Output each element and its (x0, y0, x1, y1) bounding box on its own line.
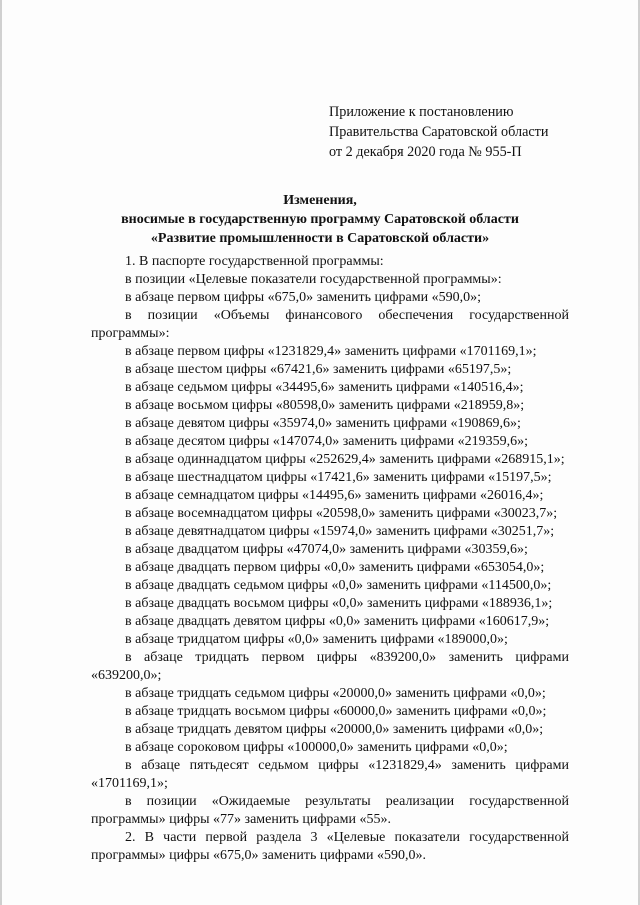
title-line: Изменения, (283, 193, 357, 208)
appendix-line: Правительства Саратовской области (329, 124, 549, 140)
paragraph: в абзаце двадцатом цифры «47074,0» заменить цифрами «30359,6»; (125, 542, 528, 557)
paragraph: в абзаце первом цифры «675,0» заменить цифрами «590,0»; (125, 290, 481, 305)
paragraph: в позиции «Объемы финансового обеспечения государственной программы»: (91, 308, 569, 341)
paragraph: в абзаце двадцать седьмом цифры «0,0» заменить цифрами «114500,0»; (125, 578, 552, 593)
section-heading: 1. В паспорте государственной программы: (125, 254, 384, 269)
paragraph: в абзаце тридцатом цифры «0,0» заменить цифрами «189000,0»; (125, 632, 508, 647)
title-line: вносимые в государственную программу Саратовской области (121, 212, 519, 227)
paragraph: в абзаце шестом цифры «67421,6» заменить цифрами «65197,5»; (125, 362, 512, 377)
paragraph: в абзаце восьмом цифры «80598,0» заменить цифрами «218959,8»; (125, 398, 525, 413)
scan-edge-left (0, 0, 2, 905)
paragraph: в абзаце двадцать первом цифры «0,0» заменить цифрами «653054,0»; (125, 560, 545, 575)
paragraph: в позиции «Целевые показатели государственной программы»: (125, 272, 502, 287)
appendix-line: Приложение к постановлению (329, 104, 514, 120)
paragraph: в абзаце сороковом цифры «100000,0» заменить цифрами «0,0»; (125, 740, 508, 755)
paragraph: в абзаце тридцать восьмом цифры «60000,0» заменить цифрами «0,0»; (125, 704, 547, 719)
document-title (90, 191, 550, 248)
paragraph: в абзаце первом цифры «1231829,4» заменить цифрами «1701169,1»; (125, 344, 537, 359)
paragraph: в абзаце тридцать седьмом цифры «20000,0» заменить цифрами «0,0»; (125, 686, 546, 701)
appendix-line: от 2 декабря 2020 года № 955-П (329, 144, 522, 160)
paragraph: в абзаце девятом цифры «35974,0» заменить цифрами «190869,6»; (125, 416, 521, 431)
section-paragraph: 2. В части первой раздела 3 «Целевые показатели государственной программы» цифры «675,0» заменить цифрами «590,0». (91, 830, 569, 863)
paragraph: в абзаце двадцать девятом цифры «0,0» заменить цифрами «160617,9»; (125, 614, 550, 629)
paragraph: в абзаце девятнадцатом цифры «15974,0» заменить цифрами «30251,7»; (125, 524, 555, 539)
paragraph: в абзаце восемнадцатом цифры «20598,0» заменить цифрами «30023,7»; (125, 506, 558, 521)
paragraph: в абзаце семнадцатом цифры «14495,6» заменить цифрами «26016,4»; (125, 488, 544, 503)
paragraph: в абзаце шестнадцатом цифры «17421,6» заменить цифрами «15197,5»; (125, 470, 552, 485)
paragraph: в абзаце тридцать девятом цифры «20000,0» заменить цифрами «0,0»; (125, 722, 544, 737)
paragraph: в абзаце двадцать восьмом цифры «0,0» заменить цифрами «188936,1»; (125, 596, 553, 611)
paragraph: в позиции «Ожидаемые результаты реализации государственной программы» цифры «77» заменить цифрами «55». (91, 794, 569, 827)
paragraph: в абзаце одиннадцатом цифры «252629,4» заменить цифрами «268915,1»; (125, 452, 565, 467)
paragraph: в абзаце тридцать первом цифры «839200,0» заменить цифрами «639200,0»; (91, 650, 569, 683)
document-body (91, 253, 569, 865)
paragraph: в абзаце седьмом цифры «34495,6» заменить цифрами «140516,4»; (125, 380, 524, 395)
paragraph: в абзаце пятьдесят седьмом цифры «1231829,4» заменить цифрами «1701169,1»; (91, 758, 569, 791)
title-line: «Развитие промышленности в Саратовской области» (150, 231, 490, 246)
appendix-header (329, 102, 548, 162)
paragraph: в абзаце десятом цифры «147074,0» заменить цифрами «219359,6»; (125, 434, 529, 449)
